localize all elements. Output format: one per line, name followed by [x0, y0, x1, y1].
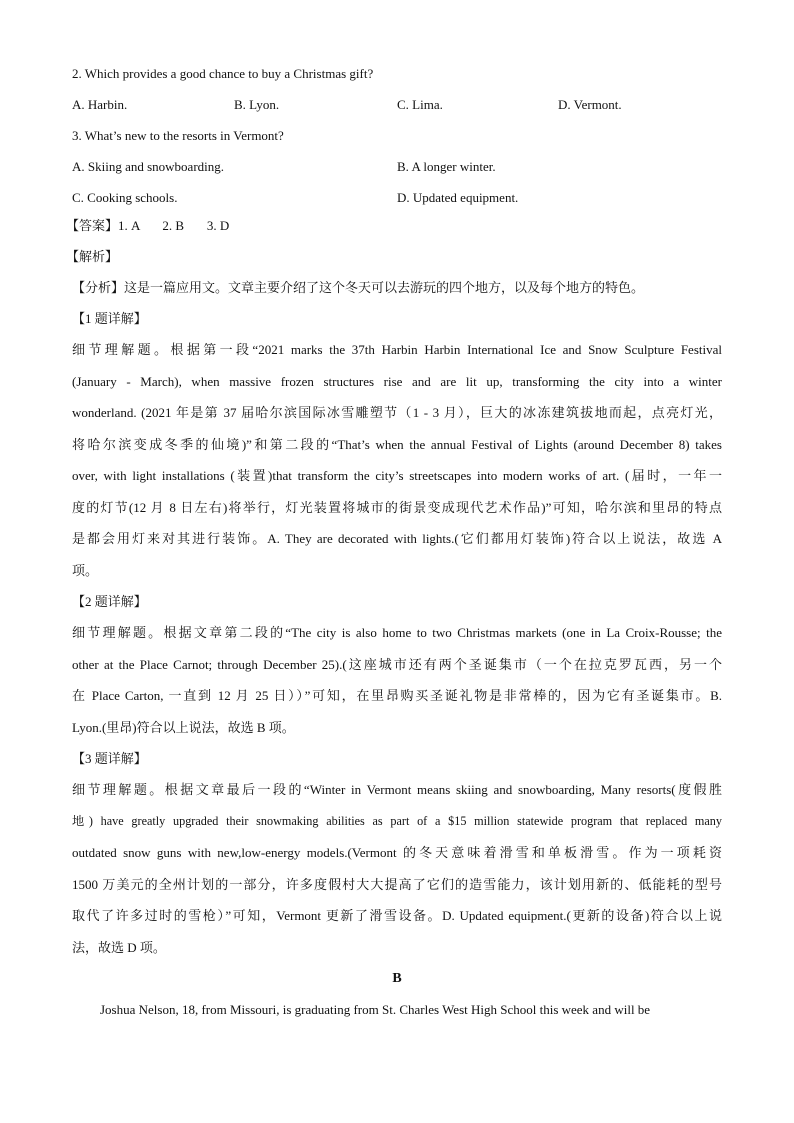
text-line: wonderland. (2021 年是第 37 届哈尔滨国际冰雪雕塑节（1 - 3 月），巨大的冰冻建筑拔地而起，点亮灯光， [72, 405, 722, 420]
option-c: C. Cooking schools. [72, 190, 178, 205]
text-line: 1500 万美元的全州计划的一部分，许多度假村大大提高了它们的造雪能力，该计划用新的、低能耗的型号 [72, 876, 722, 892]
option-a: A. Skiing and snowboarding. [72, 159, 225, 174]
document-page [66, 64, 722, 1025]
question-3-stem: 3. What’s new to the resorts in Vermont? [72, 128, 284, 143]
question-2-stem: 2. Which provides a good chance to buy a Christmas gift? [72, 66, 374, 81]
option-d: D. Vermont. [558, 97, 622, 112]
text-line: 项。 [72, 562, 99, 578]
answer-text: 1. A 2. B 3. D [118, 218, 230, 233]
detail-3-body [72, 774, 722, 963]
detail-2-body [72, 617, 722, 743]
text-line: other at the Place Carnot; through December 25).(这座城市还有两个圣诞集市（一个在拉克罗瓦西，另一个 [72, 656, 722, 672]
detail-2-heading: 【2 题详解】 [72, 594, 147, 609]
option-b: B. A longer winter. [397, 159, 496, 174]
text-line: 细节理解题。根据第一段“2021 marks the 37th Harbin Harbin International Ice and Snow Sculpture Festival [72, 342, 722, 357]
option-c: C. Lima. [397, 97, 443, 112]
detail-3-heading: 【3 题详解】 [72, 751, 147, 766]
option-b: B. Lyon. [234, 97, 280, 112]
text-line: 度的灯节(12 月 8 日左右)将举行，灯光装置将城市的街景变成现代艺术作品)”可知，哈尔滨和里昂的特点 [72, 499, 722, 515]
question-3-options-row1 [72, 157, 722, 177]
text-line: 法，故选 D 项。 [72, 939, 166, 955]
answer-label: 【答案】 [66, 218, 119, 233]
text-line: outdated snow guns with new,low-energy models.(Vermont 的冬天意味着滑雪和单板滑雪。作为一项耗资 [72, 845, 722, 860]
text-line: 是都会用灯来对其进行装饰。A. They are decorated with lights.(它们都用灯装饰)符合以上说法，故选 A [72, 531, 722, 546]
question-3-options-row2 [72, 188, 722, 208]
section-b-first-line: Joshua Nelson, 18, from Missouri, is graduating from St. Charles West High School this week and will be [100, 1002, 651, 1017]
text-line: 地) have greatly upgraded their snowmaking abilities as part of a $15 million statewide program that replaced many [72, 813, 722, 828]
analysis-label: 【解析】 [66, 249, 119, 264]
text-line: over, with light installations (装置)that transform the city’s streetscapes into modern works of art. (届时，一年一 [72, 468, 722, 483]
text-line: Lyon.(里昂)符合以上说法，故选 B 项。 [72, 719, 295, 735]
text-line: 在 Place Carton, 一直到 12 月 25 日））”可知，在里昂购买圣诞礼物是非常棒的，因为它有圣诞集市。B. [72, 688, 722, 703]
question-2-options [72, 95, 722, 115]
detail-1-heading: 【1 题详解】 [72, 311, 147, 326]
option-d: D. Updated equipment. [397, 190, 519, 205]
text-line: 取代了许多过时的雪枪）”可知，Vermont 更新了滑雪设备。D. Updated equipment.(更新的设备)符合以上说 [72, 908, 722, 923]
answer-line [66, 210, 722, 241]
text-line: 细节理解题。根据文章第二段的“The city is also home to two Christmas markets (one in La Croix-Rousse; the [72, 625, 722, 640]
detail-1-body [72, 334, 722, 586]
text-line: (January - March), when massive frozen structures rise and are lit up, transforming the city into a winter [72, 373, 722, 389]
text-line: 将哈尔滨变成冬季的仙境)”和第二段的“That’s when the annual Festival of Lights (around December 8) takes [72, 436, 722, 452]
section-b-heading: B [392, 971, 402, 986]
analysis-summary: 【分析】这是一篇应用文。文章主要介绍了这个冬天可以去游玩的四个地方，以及每个地方的特色。 [72, 280, 645, 295]
option-a: A. Harbin. [72, 97, 128, 112]
text-line: 细节理解题。根据文章最后一段的“Winter in Vermont means skiing and snowboarding, Many resorts(度假胜 [72, 782, 722, 797]
